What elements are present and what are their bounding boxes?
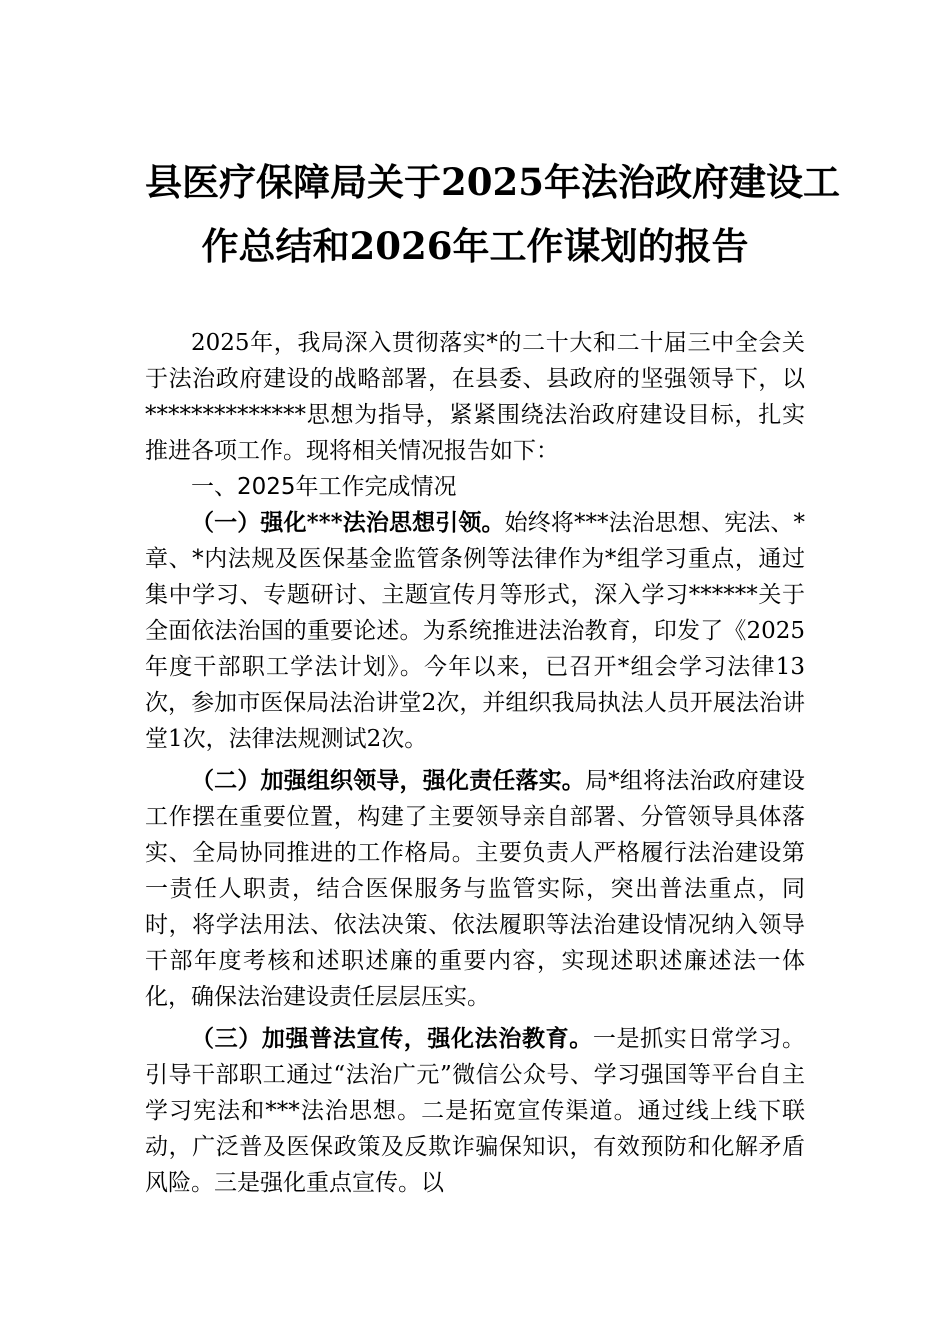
item-title-3: （三）加强普法宣传，强化法治教育。 [191, 1025, 593, 1052]
item-paragraph-1 [145, 505, 805, 757]
intro-paragraph: 2025年，我局深入贯彻落实*的二十大和二十届三中全会关于法治政府建设的战略部署，在县委、县政府的坚强领导下，以**************思想为指导，紧紧围绕法治政府建设目标，扎实推进各项工作。现将相关情况报告如下： [145, 330, 805, 464]
document-title [145, 150, 840, 278]
item-paragraph-3 [145, 1021, 805, 1201]
document-body [145, 325, 805, 1201]
item-title-1: （一）强化***法治思想引领。 [191, 509, 505, 536]
item-text-1: 始终将***法治思想、宪法、*章、*内法规及医保基金监管条例等法律作为*组学习重点，通过集中学习、专题研讨、主题宣传月等形式，深入学习******关于全面依法治国的重要论述。为系统推进法治教育，印发了《2025年度干部职工学法计划》。今年以来，已召开*组会学习法律13次，参加市医保局法治讲堂2次，并组织我局执法人员开展法治讲堂1次，法律法规测试2次。 [145, 510, 806, 752]
item-title-2: （二）加强组织领导，强化责任落实。 [191, 767, 585, 794]
title-line-1: 县医疗保障局关于2025年法治政府建设工 [145, 160, 840, 204]
title-line-2: 作总结和2026年工作谋划的报告 [201, 224, 749, 268]
item-paragraph-2 [145, 763, 805, 1015]
item-text-2: 局*组将法治政府建设工作摆在重要位置，构建了主要领导亲自部署、分管领导具体落实、全局协同推进的工作格局。主要负责人严格履行法治建设第一责任人职责，结合医保服务与监管实际，突出普法重点，同时，将学法用法、依法决策、依法履职等法治建设情况纳入领导干部年度考核和述职述廉的重要内容，实现述职述廉述法一体化，确保法治建设责任层层压实。 [145, 768, 806, 1010]
section-heading-1: 一、2025年工作完成情况 [191, 474, 457, 500]
item-text-3: 一是抓实日常学习。引导干部职工通过“法治广元”微信公众号、学习强国等平台自主学习宪法和***法治思想。二是拓宽宣传渠道。通过线上线下联动，广泛普及医保政策及反欺诈骗保知识，有效预防和化解矛盾风险。三是强化重点宣传。以 [145, 1026, 806, 1196]
